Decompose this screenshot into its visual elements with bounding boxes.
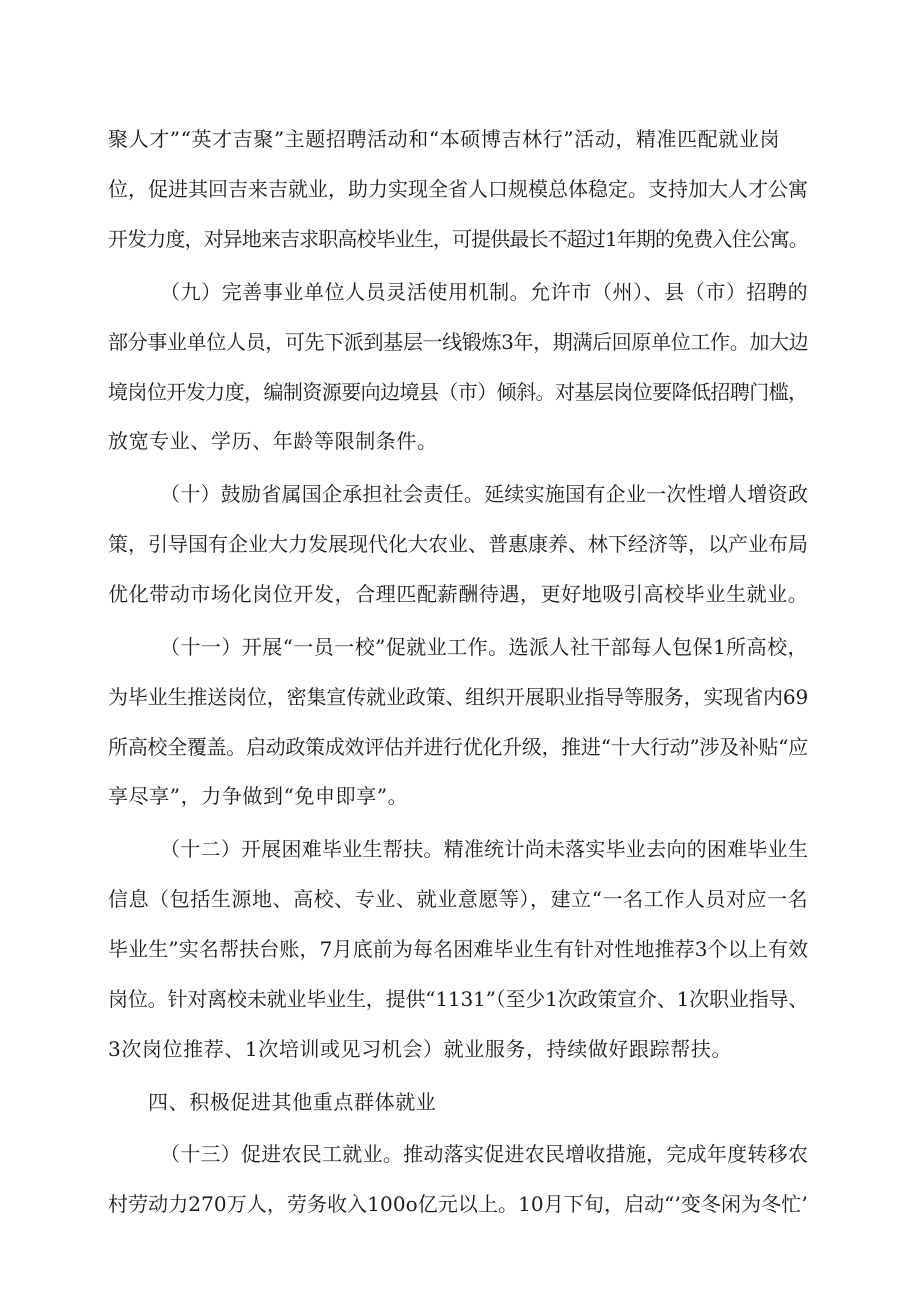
text-line: 信息（包括生源地、高校、专业、就业意愿等），建立“一名工作人员对应一名: [108, 887, 809, 911]
text-line: 享尽享”，力争做到“免申即享”。: [108, 784, 409, 808]
text-line: 位，促进其回吉来吉就业，助力实现全省人口规模总体稳定。支持加大人才公寓: [108, 177, 808, 201]
text-line: 境岗位开发力度，编制资源要向边境县（市）倾斜。对基层岗位要降低招聘门槛，: [108, 380, 808, 404]
text-line: 优化带动市场化岗位开发，合理匹配薪酬待遇，更好地吸引高校毕业生就业。: [108, 582, 809, 606]
paragraph-heading-line: （九）完善事业单位人员灵活使用机制。允许市（州）、县（市）招聘的: [160, 280, 809, 304]
text-line: 毕业生”实名帮扶台账，7月底前为每名困难毕业生有针对性地推荐3个以上有效: [108, 937, 809, 961]
paragraph-heading-line: （十三）促进农民工就业。推动落实促进农民增收措施，完成年度转移农: [160, 1142, 809, 1166]
text-line: 聚人才”“英才吉聚”主题招聘活动和“本硕博吉林行”活动，精准匹配就业岗: [108, 127, 781, 151]
paragraph-heading-line: （十一）开展“一员一校”促就业工作。选派人社干部每人包保1所高校，: [160, 635, 808, 659]
text-line: 部分事业单位人员，可先下派到基层一线锻炼3年，期满后回原单位工作。加大边: [108, 330, 809, 354]
text-line: 为毕业生推送岗位，密集宣传就业政策、组织开展职业指导等服务，实现省内69: [108, 685, 809, 709]
text-line: 放宽专业、学历、年龄等限制条件。: [108, 429, 438, 453]
section-heading: 四、积极促进其他重点群体就业: [148, 1090, 437, 1114]
paragraph-heading-line: （十）鼓励省属国企承担社会责任。延续实施国有企业一次性增人增资政: [160, 482, 809, 506]
text-line: 开发力度，对异地来吉求职高校毕业生，可提供最长不超过1年期的免费入住公寓。: [108, 227, 808, 251]
text-line: 策，引导国有企业大力发展现代化大农业、普惠康养、林下经济等，以产业布局: [108, 532, 808, 556]
text-line: 岗位。针对离校未就业毕业生，提供“1131”（至少1次政策宣介、1次职业指导、: [108, 987, 809, 1011]
paragraph-heading-line: （十二）开展困难毕业生帮扶。精准统计尚未落实毕业去向的困难毕业生: [160, 837, 809, 861]
text-line: 3次岗位推荐、1次培训或见习机会）就业服务，持续做好跟踪帮扶。: [108, 1037, 733, 1061]
text-line: 村劳动力270万人，劳务收入100o亿元以上。10月下旬，启动“’变冬闲为冬忙’: [108, 1192, 808, 1216]
text-line: 所高校全覆盖。启动政策成效评估并进行优化升级，推进“十大行动”涉及补贴“应: [108, 735, 808, 759]
